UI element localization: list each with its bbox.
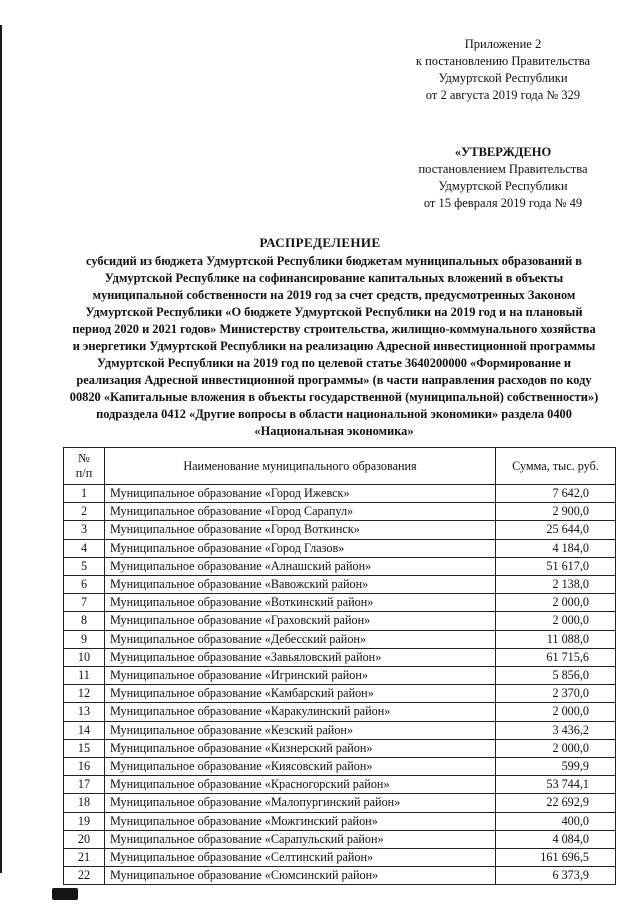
- table-row: [64, 776, 616, 794]
- row-number-cell: 21: [64, 849, 105, 867]
- approved-line: «УТВЕРЖДЕНО: [454, 145, 552, 159]
- row-sum-cell: 5 856,0: [496, 667, 616, 685]
- row-name-cell: Муниципальное образование «Сюмсинский район»: [105, 867, 496, 885]
- row-name-cell: Муниципальное образование «Город Воткинск»: [105, 521, 496, 539]
- row-name-cell: Муниципальное образование «Можгинский район»: [105, 812, 496, 830]
- row-sum-cell: 2 000,0: [496, 739, 616, 757]
- row-sum-cell: 7 642,0: [496, 485, 616, 503]
- row-name-cell: Муниципальное образование «Вавожский район»: [105, 576, 496, 594]
- table-row: [64, 576, 616, 594]
- row-number-cell: 2: [64, 503, 105, 521]
- row-sum-cell: 53 744,1: [496, 776, 616, 794]
- table-row: [64, 594, 616, 612]
- row-sum-cell: 4 084,0: [496, 830, 616, 848]
- row-number-cell: 4: [64, 539, 105, 557]
- row-name-cell: Муниципальное образование «Каракулинский район»: [105, 703, 496, 721]
- row-number-cell: 3: [64, 521, 105, 539]
- table-row: [64, 830, 616, 848]
- table-row: [64, 630, 616, 648]
- scan-artifact-line: [0, 25, 2, 873]
- row-name-cell: Муниципальное образование «Селтинский район»: [105, 849, 496, 867]
- row-name-cell: Муниципальное образование «Город Ижевск»: [105, 485, 496, 503]
- row-number-cell: 7: [64, 594, 105, 612]
- table-row: [64, 703, 616, 721]
- row-number-cell: 9: [64, 630, 105, 648]
- appendix-block: [378, 36, 628, 104]
- document-subtitle: субсидий из бюджета Удмуртской Республики бюджетам муниципальных образований в Удмуртской Республике на софинансирование капитальных вложений в объекты муниципальной собственности на 2019 год за счет средств, предусмотренных Законом Удмуртской Республики «О бюджете Удмуртской Республики на 2019 год и на плановый период 2020 и 2021 годов» Министерству строительства, жилищно-коммунального хозяйства и энергетики Удмуртской Республики на реализацию Адресной инвестиционной программы Удмуртской Республики на 2019 год по целевой статье 3640200000 «Формирование и реализация Адресной инвестиционной программы» (в части направления расходов по коду 00820 «Капитальные вложения в объекты государственной (муниципальной) собственности») подраздела 0412 «Другие вопросы в области национальной экономики» раздела 0400 «Национальная экономика»: [69, 254, 599, 438]
- row-name-cell: Муниципальное образование «Город Сарапул»: [105, 503, 496, 521]
- row-name-cell: Муниципальное образование «Кезский район»: [105, 721, 496, 739]
- row-name-cell: Муниципальное образование «Воткинский район»: [105, 594, 496, 612]
- row-number-cell: 20: [64, 830, 105, 848]
- row-name-cell: Муниципальное образование «Город Глазов»: [105, 539, 496, 557]
- header-cell-name: Наименование муниципального образования: [105, 448, 496, 485]
- header-num-line2: п/п: [75, 466, 93, 480]
- row-number-cell: 17: [64, 776, 105, 794]
- row-number-cell: 8: [64, 612, 105, 630]
- row-sum-cell: 4 184,0: [496, 539, 616, 557]
- table-row: [64, 721, 616, 739]
- appendix-line: от 2 августа 2019 года № 329: [425, 88, 581, 102]
- table-row: [64, 867, 616, 885]
- row-number-cell: 1: [64, 485, 105, 503]
- table-row: [64, 648, 616, 666]
- row-sum-cell: 2 000,0: [496, 703, 616, 721]
- distribution-table: [63, 447, 616, 885]
- row-sum-cell: 6 373,9: [496, 867, 616, 885]
- row-sum-cell: 2 000,0: [496, 612, 616, 630]
- table-row: [64, 503, 616, 521]
- row-name-cell: Муниципальное образование «Киясовский район»: [105, 758, 496, 776]
- row-name-cell: Муниципальное образование «Граховский район»: [105, 612, 496, 630]
- row-name-cell: Муниципальное образование «Завьяловский район»: [105, 648, 496, 666]
- row-sum-cell: 25 644,0: [496, 521, 616, 539]
- row-number-cell: 6: [64, 576, 105, 594]
- table-row: [64, 485, 616, 503]
- table-row: [64, 521, 616, 539]
- table-row: [64, 812, 616, 830]
- row-name-cell: Муниципальное образование «Сарапульский район»: [105, 830, 496, 848]
- appendix-line: к постановлению Правительства: [415, 54, 591, 68]
- row-name-cell: Муниципальное образование «Кизнерский район»: [105, 739, 496, 757]
- row-name-cell: Муниципальное образование «Алнашский район»: [105, 557, 496, 575]
- header-cell-sum: Сумма, тыс. руб.: [496, 448, 616, 485]
- row-number-cell: 10: [64, 648, 105, 666]
- table-row: [64, 849, 616, 867]
- table-row: [64, 758, 616, 776]
- row-sum-cell: 2 900,0: [496, 503, 616, 521]
- row-number-cell: 18: [64, 794, 105, 812]
- row-number-cell: 19: [64, 812, 105, 830]
- row-sum-cell: 2 370,0: [496, 685, 616, 703]
- row-number-cell: 13: [64, 703, 105, 721]
- row-name-cell: Муниципальное образование «Малопургинский район»: [105, 794, 496, 812]
- table-body: [64, 485, 616, 885]
- row-number-cell: 5: [64, 557, 105, 575]
- row-number-cell: 12: [64, 685, 105, 703]
- approved-line: Удмуртской Республики: [438, 179, 568, 193]
- row-name-cell: Муниципальное образование «Красногорский район»: [105, 776, 496, 794]
- appendix-line: Приложение 2: [464, 37, 542, 51]
- row-sum-cell: 599,9: [496, 758, 616, 776]
- row-sum-cell: 3 436,2: [496, 721, 616, 739]
- row-sum-cell: 61 715,6: [496, 648, 616, 666]
- header-cell-num: [64, 448, 105, 485]
- approved-line: постановлением Правительства: [418, 162, 588, 176]
- row-number-cell: 22: [64, 867, 105, 885]
- document-header: [378, 36, 628, 212]
- table-header: [64, 448, 616, 485]
- row-sum-cell: 2 138,0: [496, 576, 616, 594]
- header-num-line1: №: [78, 451, 90, 465]
- row-number-cell: 14: [64, 721, 105, 739]
- row-sum-cell: 22 692,9: [496, 794, 616, 812]
- document-title: РАСПРЕДЕЛЕНИЕ: [259, 235, 381, 250]
- table-row: [64, 667, 616, 685]
- row-number-cell: 16: [64, 758, 105, 776]
- appendix-line: Удмуртской Республики: [438, 71, 568, 85]
- row-name-cell: Муниципальное образование «Игринский район»: [105, 667, 496, 685]
- table-row: [64, 612, 616, 630]
- row-name-cell: Муниципальное образование «Камбарский район»: [105, 685, 496, 703]
- approved-block: [378, 144, 628, 212]
- table-row: [64, 739, 616, 757]
- row-sum-cell: 161 696,5: [496, 849, 616, 867]
- row-name-cell: Муниципальное образование «Дебесский район»: [105, 630, 496, 648]
- scan-artifact-mark: [52, 888, 78, 900]
- row-number-cell: 11: [64, 667, 105, 685]
- row-sum-cell: 400,0: [496, 812, 616, 830]
- table-row: [64, 539, 616, 557]
- table-row: [64, 794, 616, 812]
- table-row: [64, 685, 616, 703]
- approved-line: от 15 февраля 2019 года № 49: [423, 196, 583, 210]
- table-row: [64, 557, 616, 575]
- row-number-cell: 15: [64, 739, 105, 757]
- row-sum-cell: 11 088,0: [496, 630, 616, 648]
- row-sum-cell: 51 617,0: [496, 557, 616, 575]
- row-sum-cell: 2 000,0: [496, 594, 616, 612]
